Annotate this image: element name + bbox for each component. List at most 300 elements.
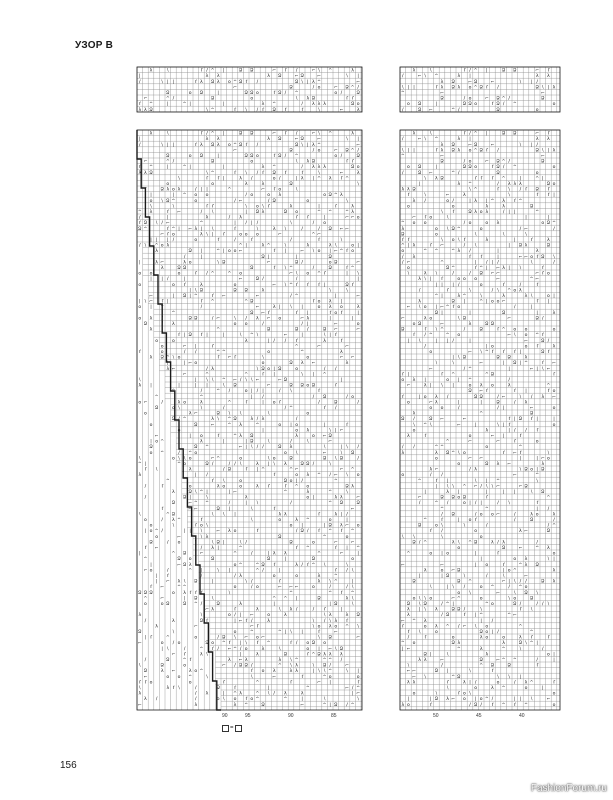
svg-text:⌐: ⌐ [484,96,489,102]
svg-text:/: / [200,305,203,311]
svg-text:Ձ: Ձ [535,148,539,154]
svg-text:o: o [250,193,254,199]
svg-text:o: o [468,221,472,227]
svg-text:λ: λ [340,495,343,501]
svg-text:o: o [261,361,265,367]
svg-text:\: \ [329,428,331,434]
svg-text:λ: λ [216,79,220,85]
svg-text:⌐: ⌐ [277,378,282,383]
svg-text:|: | [223,102,225,108]
svg-text:Ձ: Ձ [322,456,327,462]
svg-text:|: | [542,686,544,691]
svg-text:|: | [189,165,191,171]
svg-text:Ձ: Ձ [350,165,355,171]
svg-text:|: | [452,383,454,389]
svg-text:Ձ: Ձ [473,702,478,708]
svg-text:o: o [171,282,175,288]
svg-text:o: o [272,574,276,579]
svg-text:ٵ: ٵ [144,187,147,193]
svg-text:o: o [446,198,450,204]
svg-text:^: ^ [512,102,517,108]
svg-text:^: ^ [546,383,551,389]
svg-text:ٵ: ٵ [463,238,466,243]
svg-text:ٵ: ٵ [502,562,505,568]
svg-text:⌐: ⌐ [193,506,198,512]
svg-text:⌐: ⌐ [445,193,450,199]
svg-text:Ձ: Ձ [451,142,455,148]
svg-text:o: o [227,249,231,255]
svg-text:o: o [295,574,299,579]
svg-text:^: ^ [165,159,170,165]
chart-key [222,725,242,732]
svg-text:⌐: ⌐ [277,232,282,238]
svg-text:ٵ: ٵ [334,383,338,389]
svg-text:^: ^ [193,602,198,607]
svg-text:⌐: ⌐ [440,322,444,327]
svg-text:|: | [480,501,482,507]
svg-text:^: ^ [484,350,489,355]
svg-text:^: ^ [518,445,523,451]
svg-text:\: \ [167,131,169,137]
svg-text:o: o [429,406,433,411]
svg-text:\: \ [340,238,343,243]
svg-text:Ձ: Ձ [451,512,455,518]
svg-text:|: | [536,641,538,647]
svg-text:^: ^ [501,702,506,708]
svg-text:\: \ [519,79,522,85]
svg-text:λ: λ [188,467,192,473]
svg-text:o: o [479,596,483,602]
svg-text:|: | [508,210,510,215]
svg-text:Ձ: Ձ [143,669,148,675]
svg-text:o: o [524,344,528,350]
svg-text:⌐: ⌐ [272,68,277,74]
svg-text:Ձ: Ձ [233,417,237,423]
svg-text:λ: λ [239,574,242,579]
svg-text:\: \ [357,624,359,630]
svg-text:^: ^ [400,91,405,96]
svg-text:/: / [424,344,426,350]
svg-text:ٵ: ٵ [261,372,265,378]
svg-text:|: | [139,260,141,266]
svg-text:^: ^ [518,198,523,204]
svg-text:|: | [469,310,471,316]
svg-text:^: ^ [171,226,176,232]
svg-text:\: \ [430,585,432,591]
svg-text:ٵ: ٵ [261,170,265,176]
svg-text:/: / [183,350,186,355]
svg-text:/: / [536,658,538,663]
svg-text:⌐: ⌐ [412,674,416,680]
svg-text:/: / [223,406,225,411]
svg-text:^: ^ [149,165,153,171]
svg-text:/: / [256,417,259,423]
svg-text:^: ^ [294,294,299,299]
svg-text:o: o [166,182,170,187]
svg-text:Ձ: Ձ [479,630,483,635]
svg-text:ٵ: ٵ [351,282,354,288]
svg-text:Ձ: Ձ [479,327,483,333]
svg-text:^: ^ [294,484,299,490]
svg-text:⌐: ⌐ [205,607,209,613]
svg-text:λ: λ [278,658,282,663]
svg-text:|: | [536,310,538,316]
svg-text:λ: λ [155,260,158,266]
svg-text:ٵ: ٵ [166,574,170,579]
svg-text:λ: λ [244,495,248,501]
svg-text:\: \ [251,518,253,523]
svg-text:⌐: ⌐ [160,585,165,591]
svg-text:\: \ [491,484,494,490]
svg-text:ٵ: ٵ [412,333,416,339]
svg-text:/: / [497,182,499,187]
svg-text:|: | [189,102,191,108]
svg-text:|: | [340,512,343,518]
svg-text:/: / [279,389,281,395]
svg-text:λ: λ [541,462,545,467]
svg-text:|: | [357,243,359,249]
svg-text:ٵ: ٵ [233,686,237,691]
svg-text:⌐: ⌐ [233,148,237,154]
svg-text:⌐: ⌐ [289,585,293,591]
svg-text:ٵ: ٵ [200,131,203,137]
svg-text:ٵ: ٵ [463,131,466,137]
svg-text:|: | [407,697,410,703]
svg-text:|: | [262,389,264,395]
svg-text:⌐: ⌐ [440,417,444,423]
svg-text:|: | [206,187,208,193]
svg-text:/: / [262,445,264,451]
svg-text:λ: λ [491,686,494,691]
svg-text:o: o [233,249,237,255]
svg-text:ٵ: ٵ [272,154,276,159]
svg-text:/: / [351,686,354,691]
svg-text:Ձ: Ձ [529,518,534,523]
svg-text:^: ^ [305,518,310,523]
svg-text:λ: λ [284,462,287,467]
svg-text:|: | [502,434,505,439]
svg-text:^: ^ [154,243,159,249]
svg-text:Ձ: Ձ [501,68,506,74]
svg-text:λ: λ [435,400,438,406]
svg-text:ٵ: ٵ [272,473,276,479]
svg-text:ٵ: ٵ [194,523,198,529]
svg-text:|: | [239,613,242,619]
svg-text:|: | [167,165,169,171]
svg-text:ٵ: ٵ [188,658,192,663]
svg-text:\: \ [463,574,466,579]
svg-text:o: o [541,221,545,227]
svg-text:Ձ: Ձ [311,383,316,389]
svg-text:λ: λ [479,646,483,652]
svg-text:Ձ: Ձ [345,282,349,288]
svg-text:ٵ: ٵ [284,107,287,113]
svg-text:^: ^ [473,131,478,137]
svg-text:/: / [245,316,247,322]
svg-text:^: ^ [428,333,433,339]
svg-text:ٵ: ٵ [502,350,505,355]
svg-text:ٵ: ٵ [547,389,550,395]
svg-text:o: o [412,596,416,602]
svg-text:|: | [458,400,460,406]
svg-text:|: | [228,490,231,495]
svg-text:ٵ: ٵ [547,187,550,193]
svg-text:Ձ: Ձ [199,154,204,159]
svg-text:\: \ [144,299,147,305]
svg-text:/: / [200,210,203,215]
svg-text:ٵ: ٵ [334,204,338,210]
svg-text:o: o [429,596,433,602]
right-axis-labels [433,713,525,719]
svg-text:|: | [307,79,309,85]
svg-text:⌐: ⌐ [255,378,260,383]
svg-text:^: ^ [205,501,209,507]
svg-text:λ: λ [138,383,142,389]
svg-text:⌐: ⌐ [289,271,293,277]
svg-text:⌐: ⌐ [311,68,316,74]
svg-text:\: \ [312,624,315,630]
svg-text:⌐: ⌐ [529,366,534,372]
svg-text:o: o [177,674,181,680]
watermark: FashionForum.ru [530,783,607,794]
svg-text:\: \ [245,378,247,383]
svg-text:/: / [441,473,443,479]
svg-text:λ: λ [407,434,410,439]
svg-text:\: \ [245,204,247,210]
svg-text:\: \ [228,411,231,417]
svg-text:⌐: ⌐ [356,495,361,501]
svg-text:Ձ: Ձ [244,91,248,96]
svg-text:ٵ: ٵ [513,439,517,445]
svg-text:Ձ: Ձ [328,635,332,641]
svg-text:o: o [546,271,550,277]
svg-text:λ: λ [312,142,315,148]
svg-text:^: ^ [468,182,472,187]
svg-text:λ: λ [412,411,416,417]
svg-text:\: \ [178,406,180,411]
svg-text:/: / [542,646,544,652]
svg-text:⌐: ⌐ [512,450,517,456]
svg-text:ٵ: ٵ [541,361,545,367]
svg-text:/: / [424,333,426,339]
svg-text:Ձ: Ձ [266,327,271,333]
svg-text:^: ^ [451,674,456,680]
svg-text:⌐: ⌐ [143,674,148,680]
svg-text:|: | [234,618,236,624]
svg-text:|: | [223,176,225,182]
svg-text:\: \ [139,663,141,669]
svg-text:^: ^ [294,91,299,96]
svg-text:⌐: ⌐ [339,428,344,434]
svg-text:\: \ [251,674,253,680]
svg-text:^: ^ [423,540,428,546]
svg-text:|: | [502,568,505,574]
svg-text:o: o [406,400,410,406]
svg-text:|: | [307,142,309,148]
svg-text:|: | [183,361,186,367]
svg-text:|: | [267,254,270,260]
svg-text:|: | [497,249,499,255]
svg-text:⌐: ⌐ [345,215,349,221]
svg-text:Ձ: Ձ [473,394,478,400]
svg-text:^: ^ [216,389,221,395]
svg-text:Ձ: Ձ [546,182,551,187]
svg-text:Ձ: Ձ [440,495,444,501]
svg-text:/: / [139,243,141,249]
svg-text:λ: λ [267,74,270,80]
svg-text:|: | [435,305,438,311]
svg-text:|: | [452,602,454,607]
svg-text:^: ^ [501,646,506,652]
svg-text:⌐: ⌐ [171,366,176,372]
svg-text:ٵ: ٵ [138,165,142,171]
svg-text:^: ^ [283,490,288,495]
svg-text:o: o [177,355,181,361]
svg-text:o: o [457,495,461,501]
svg-text:\: \ [206,378,208,383]
svg-text:^: ^ [255,568,260,574]
svg-text:o: o [295,473,299,479]
svg-text:/: / [346,702,348,708]
svg-text:/: / [295,131,298,137]
svg-text:⌐: ⌐ [317,137,321,143]
svg-text:\: \ [340,450,343,456]
svg-text:Ձ: Ձ [166,658,170,663]
svg-text:/: / [335,406,337,411]
svg-text:Ձ: Ձ [496,107,500,113]
svg-text:⌐: ⌐ [300,702,305,708]
svg-text:Ձ: Ձ [535,316,539,322]
svg-text:/: / [323,618,326,624]
svg-text:λ: λ [172,322,175,327]
svg-text:⌐: ⌐ [160,260,165,266]
svg-text:^: ^ [524,361,528,367]
svg-text:|: | [262,428,264,434]
svg-text:^: ^ [294,658,299,663]
svg-text:ٵ: ٵ [423,215,427,221]
svg-text:o: o [546,652,550,658]
svg-text:|: | [245,210,247,215]
svg-text:Ձ: Ձ [160,187,164,193]
svg-text:⌐: ⌐ [333,249,338,255]
svg-text:^: ^ [535,210,540,215]
svg-text:o: o [143,602,147,607]
svg-text:|: | [458,490,460,495]
svg-text:o: o [468,96,472,102]
svg-text:|: | [536,366,538,372]
svg-text:⌐: ⌐ [507,333,512,339]
svg-text:⌐: ⌐ [328,646,333,652]
svg-text:^: ^ [137,462,142,467]
svg-text:⌐: ⌐ [339,170,344,176]
svg-text:/: / [418,501,421,507]
svg-text:⌐: ⌐ [496,266,500,271]
svg-text:ٵ: ٵ [468,254,472,260]
svg-text:λ: λ [496,462,500,467]
svg-text:ٵ: ٵ [200,590,203,596]
svg-text:Ձ: Ձ [194,596,198,602]
svg-text:⌐: ⌐ [171,652,176,658]
svg-text:ٵ: ٵ [535,663,539,669]
svg-text:λ: λ [502,641,505,647]
svg-text:|: | [418,607,421,613]
svg-text:o: o [160,602,164,607]
svg-text:Ձ: Ձ [210,79,215,85]
svg-text:\: \ [155,221,158,227]
svg-text:^: ^ [451,450,456,456]
svg-text:o: o [462,501,466,507]
svg-text:|: | [178,226,180,232]
svg-text:⌐: ⌐ [496,512,500,518]
svg-text:ٵ: ٵ [317,389,321,395]
svg-text:|: | [441,282,443,288]
svg-text:^: ^ [177,585,181,591]
svg-text:λ: λ [334,618,338,624]
svg-text:o: o [160,350,164,355]
svg-text:^: ^ [210,107,215,113]
axis-label-left-2: 90 [288,713,294,719]
svg-text:/: / [514,518,516,523]
svg-text:/: / [167,568,169,574]
svg-text:^: ^ [328,501,333,507]
svg-text:⌐: ⌐ [328,439,333,445]
svg-text:⌐: ⌐ [345,686,349,691]
svg-text:/: / [542,316,544,322]
svg-text:^: ^ [317,176,321,182]
svg-text:ٵ: ٵ [216,355,220,361]
svg-text:/: / [251,663,253,669]
svg-text:o: o [401,378,405,383]
svg-text:λ: λ [401,702,405,708]
svg-text:^: ^ [434,249,439,255]
svg-text:|: | [144,210,147,215]
svg-text:λ: λ [216,484,220,490]
svg-text:\: \ [245,107,247,113]
svg-text:^: ^ [350,148,355,154]
svg-text:Ձ: Ձ [199,288,204,294]
svg-text:o: o [255,585,259,591]
svg-text:o: o [457,546,461,551]
svg-text:/: / [234,663,236,669]
svg-text:\: \ [346,137,348,143]
svg-text:⌐: ⌐ [249,613,254,619]
svg-text:o: o [272,400,276,406]
svg-text:\: \ [486,484,488,490]
svg-text:\: \ [223,478,225,484]
svg-text:^: ^ [193,501,198,507]
svg-text:^: ^ [535,473,540,479]
svg-text:^: ^ [456,226,461,232]
svg-text:^: ^ [350,529,355,535]
svg-text:\: \ [497,288,499,294]
svg-text:o: o [485,630,489,635]
svg-text:ٵ: ٵ [228,641,231,647]
svg-text:\: \ [211,540,214,546]
svg-text:Ձ: Ձ [278,534,282,540]
svg-text:λ: λ [261,165,265,171]
svg-text:^: ^ [479,266,484,271]
svg-text:/: / [497,406,499,411]
svg-text:^: ^ [535,333,540,339]
svg-text:o: o [267,350,271,355]
svg-text:λ: λ [323,652,326,658]
svg-text:^: ^ [317,142,321,148]
svg-text:/: / [463,327,466,333]
svg-text:Ձ: Ձ [244,288,248,294]
svg-text:^: ^ [473,68,478,74]
svg-text:/: / [536,142,538,148]
svg-text:ٵ: ٵ [519,450,522,456]
